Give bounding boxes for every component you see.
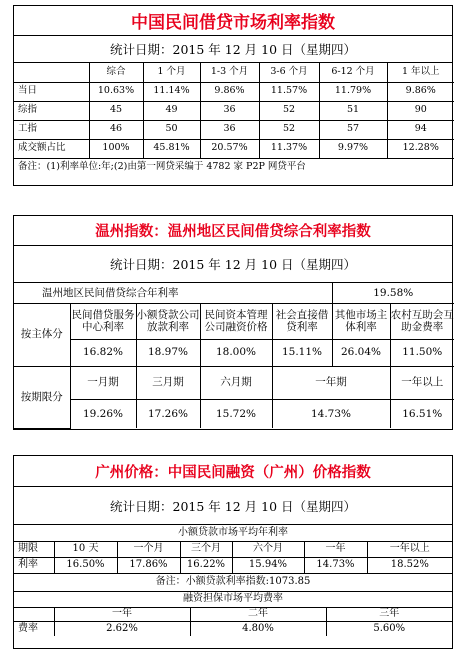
- composite-value: 19.58%: [332, 283, 454, 303]
- row-label: 费率: [14, 621, 54, 636]
- cell: 9.86%: [200, 82, 259, 101]
- section-title: 温州指数：温州地区民间借贷综合利率指数: [14, 216, 452, 246]
- row-group-label: 按主体分: [14, 303, 70, 366]
- table-header-row: [14, 63, 454, 82]
- cell: 19.26%: [70, 399, 136, 428]
- header-cell: 3-6 个月: [259, 63, 319, 82]
- header-cell: 社会直接借贷利率: [272, 303, 332, 339]
- row-label: 当日: [14, 82, 89, 101]
- header-cell: 6-12 个月: [319, 63, 387, 82]
- row-label: 工指: [14, 120, 89, 139]
- loan-term-row: [14, 541, 452, 557]
- header-cell: 小额贷款公司放款利率: [136, 303, 200, 339]
- cell: 16.82%: [70, 339, 136, 366]
- cell: 17.26%: [136, 399, 200, 428]
- header-cell: 10 天: [54, 541, 117, 557]
- cell: 45.81%: [143, 139, 200, 158]
- row-label: 利率: [14, 557, 54, 573]
- cell: 52: [259, 101, 319, 120]
- loan-market-title: 小额贷款市场平均年利率: [14, 525, 452, 541]
- header-cell: 六个月: [232, 541, 304, 557]
- cell: 36: [200, 120, 259, 139]
- section-national-index: [13, 5, 453, 186]
- section-guangzhou-index: [13, 455, 453, 649]
- row-label: 成交额占比: [14, 139, 89, 158]
- cell: 9.86%: [387, 82, 454, 101]
- cell: 16.22%: [180, 557, 232, 573]
- cell: 90: [387, 101, 454, 120]
- table-row: [14, 339, 454, 366]
- cell: 14.73%: [304, 557, 367, 573]
- cell: 26.04%: [332, 339, 390, 366]
- cell: 11.37%: [259, 139, 319, 158]
- entity-header-row: [14, 303, 454, 339]
- loan-rate-row: [14, 557, 452, 573]
- national-rate-table: [14, 63, 454, 177]
- cell: 9.97%: [319, 139, 387, 158]
- table-row: [14, 82, 454, 101]
- header-cell: 一年: [54, 607, 190, 621]
- cell: 15.72%: [200, 399, 272, 428]
- cell: 45: [89, 101, 143, 120]
- cell: 10.63%: [89, 82, 143, 101]
- header-cell: 一个月: [117, 541, 180, 557]
- cell: 49: [143, 101, 200, 120]
- header-cell: 二年: [190, 607, 326, 621]
- cell: 15.11%: [272, 339, 332, 366]
- cell: 46: [89, 120, 143, 139]
- header-cell: 1 个月: [143, 63, 200, 82]
- cell: 100%: [89, 139, 143, 158]
- header-cell: 三月期: [136, 366, 200, 399]
- table-row: [14, 139, 454, 158]
- guar-term-row: [14, 607, 452, 621]
- loan-title-row: [14, 525, 452, 541]
- header-cell: 三个月: [180, 541, 232, 557]
- cell: 57: [319, 120, 387, 139]
- table-row: [14, 101, 454, 120]
- cell: 12.28%: [387, 139, 454, 158]
- header-cell: 一年: [304, 541, 367, 557]
- composite-row: [14, 283, 454, 303]
- guar-rate-row: [14, 621, 452, 636]
- header-cell: 民间资本管理公司融资价格: [200, 303, 272, 339]
- header-cell: 农村互助会互助金费率: [390, 303, 454, 339]
- cell: 18.00%: [200, 339, 272, 366]
- table-row: [14, 120, 454, 139]
- row-group-label: 按期限分: [14, 366, 70, 428]
- wenzhou-rate-table: [14, 283, 454, 429]
- stat-date: 统计日期：2015 年 12 月 10 日（星期四）: [14, 36, 452, 63]
- cell: 51: [319, 101, 387, 120]
- header-cell: 其他市场主体利率: [332, 303, 390, 339]
- header-cell: 一月期: [70, 366, 136, 399]
- cell: 11.57%: [259, 82, 319, 101]
- stat-date: 统计日期：2015 年 12 月 10 日（星期四）: [14, 487, 452, 525]
- cell: 5.60%: [326, 621, 452, 636]
- header-cell: 民间借贷服务中心利率: [70, 303, 136, 339]
- cell: 11.50%: [390, 339, 454, 366]
- section-wenzhou-index: [13, 215, 453, 430]
- header-cell: [14, 63, 89, 82]
- cell: 20.57%: [200, 139, 259, 158]
- header-cell: 一年以上: [390, 366, 454, 399]
- header-cell: 一年期: [272, 366, 390, 399]
- header-cell: 六月期: [200, 366, 272, 399]
- guarantee-market-title: 融资担保市场平均费率: [14, 591, 452, 607]
- cell: 4.80%: [190, 621, 326, 636]
- cell: 94: [387, 120, 454, 139]
- stat-date: 统计日期：2015 年 12 月 10 日（星期四）: [14, 246, 452, 283]
- cell: 11.14%: [143, 82, 200, 101]
- section-title: 中国民间借贷市场利率指数: [14, 6, 452, 36]
- guangzhou-rate-table: [14, 525, 452, 636]
- row-label: 期限: [14, 541, 54, 557]
- header-cell: 1 年以上: [387, 63, 454, 82]
- cell: 50: [143, 120, 200, 139]
- table-note: 备注：(1)利率单位:年;(2)由第一网贷采编于 4782 家 P2P 网贷平台: [14, 158, 454, 177]
- header-cell: 综合: [89, 63, 143, 82]
- cell: 14.73%: [272, 399, 390, 428]
- loan-note: 备注：小额贷款利率指数:1073.85: [14, 573, 452, 591]
- section-title: 广州价格：中国民间融资（广州）价格指数: [14, 456, 452, 487]
- loan-note-row: [14, 573, 452, 591]
- empty-cell: [14, 607, 54, 621]
- row-label: 综指: [14, 101, 89, 120]
- cell: 11.79%: [319, 82, 387, 101]
- cell: 52: [259, 120, 319, 139]
- header-cell: 一年以上: [367, 541, 452, 557]
- table-note-row: [14, 158, 454, 177]
- table-row: [14, 399, 454, 428]
- guar-title-row: [14, 591, 452, 607]
- cell: 16.51%: [390, 399, 454, 428]
- composite-label: 温州地区民间借贷综合年利率: [14, 283, 332, 303]
- cell: 2.62%: [54, 621, 190, 636]
- cell: 16.50%: [54, 557, 117, 573]
- cell: 17.86%: [117, 557, 180, 573]
- cell: 15.94%: [232, 557, 304, 573]
- header-cell: 三年: [326, 607, 452, 621]
- header-cell: 1-3 个月: [200, 63, 259, 82]
- cell: 36: [200, 101, 259, 120]
- term-header-row: [14, 366, 454, 399]
- cell: 18.52%: [367, 557, 452, 573]
- cell: 18.97%: [136, 339, 200, 366]
